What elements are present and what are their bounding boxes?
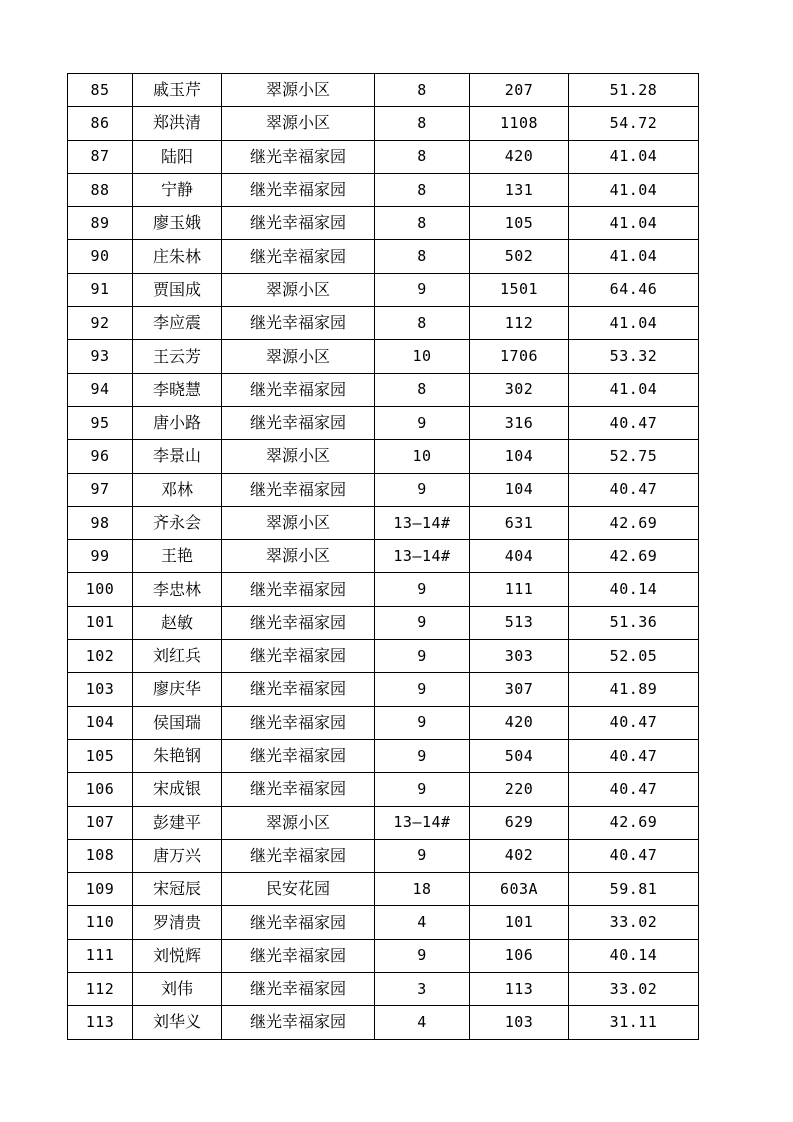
unit-cell: 302 [470, 373, 569, 406]
building-cell: 9 [375, 273, 470, 306]
row-number-cell: 99 [68, 540, 133, 573]
area-cell: 40.47 [569, 839, 699, 872]
table-row [68, 673, 699, 706]
area-cell: 41.04 [569, 240, 699, 273]
name-cell: 刘伟 [133, 973, 222, 1006]
table-row [68, 207, 699, 240]
community-cell: 继光幸福家园 [222, 773, 375, 806]
community-cell: 翠源小区 [222, 506, 375, 539]
name-cell: 李忠林 [133, 573, 222, 606]
name-cell: 戚玉芹 [133, 74, 222, 107]
table-row [68, 307, 699, 340]
table-row [68, 240, 699, 273]
unit-cell: 101 [470, 906, 569, 939]
table-row [68, 606, 699, 639]
building-cell: 8 [375, 207, 470, 240]
building-cell: 8 [375, 74, 470, 107]
row-number-cell: 90 [68, 240, 133, 273]
area-cell: 42.69 [569, 806, 699, 839]
unit-cell: 307 [470, 673, 569, 706]
community-cell: 翠源小区 [222, 273, 375, 306]
building-cell: 18 [375, 873, 470, 906]
row-number-cell: 110 [68, 906, 133, 939]
row-number-cell: 89 [68, 207, 133, 240]
table-row [68, 74, 699, 107]
community-cell: 继光幸福家园 [222, 673, 375, 706]
unit-cell: 404 [470, 540, 569, 573]
unit-cell: 207 [470, 74, 569, 107]
building-cell: 9 [375, 406, 470, 439]
area-cell: 41.04 [569, 373, 699, 406]
table-row [68, 1006, 699, 1039]
community-cell: 翠源小区 [222, 107, 375, 140]
table-row [68, 906, 699, 939]
area-cell: 41.04 [569, 307, 699, 340]
name-cell: 郑洪清 [133, 107, 222, 140]
community-cell: 翠源小区 [222, 806, 375, 839]
row-number-cell: 85 [68, 74, 133, 107]
area-cell: 33.02 [569, 973, 699, 1006]
area-cell: 41.04 [569, 207, 699, 240]
unit-cell: 106 [470, 939, 569, 972]
community-cell: 翠源小区 [222, 74, 375, 107]
unit-cell: 316 [470, 406, 569, 439]
area-cell: 54.72 [569, 107, 699, 140]
building-cell: 9 [375, 739, 470, 772]
community-cell: 继光幸福家园 [222, 739, 375, 772]
building-cell: 8 [375, 373, 470, 406]
community-cell: 继光幸福家园 [222, 207, 375, 240]
row-number-cell: 111 [68, 939, 133, 972]
area-cell: 51.28 [569, 74, 699, 107]
row-number-cell: 106 [68, 773, 133, 806]
community-cell: 继光幸福家园 [222, 606, 375, 639]
unit-cell: 220 [470, 773, 569, 806]
building-cell: 8 [375, 307, 470, 340]
name-cell: 宁静 [133, 173, 222, 206]
name-cell: 唐小路 [133, 406, 222, 439]
row-number-cell: 98 [68, 506, 133, 539]
name-cell: 陆阳 [133, 140, 222, 173]
building-cell: 10 [375, 340, 470, 373]
community-cell: 继光幸福家园 [222, 906, 375, 939]
name-cell: 赵敏 [133, 606, 222, 639]
community-cell: 翠源小区 [222, 540, 375, 573]
table-row [68, 373, 699, 406]
community-cell: 继光幸福家园 [222, 573, 375, 606]
name-cell: 庄朱林 [133, 240, 222, 273]
area-cell: 42.69 [569, 540, 699, 573]
area-cell: 40.47 [569, 739, 699, 772]
name-cell: 贾国成 [133, 273, 222, 306]
building-cell: 9 [375, 839, 470, 872]
name-cell: 唐万兴 [133, 839, 222, 872]
building-cell: 8 [375, 107, 470, 140]
table-row [68, 406, 699, 439]
community-cell: 翠源小区 [222, 340, 375, 373]
unit-cell: 402 [470, 839, 569, 872]
row-number-cell: 109 [68, 873, 133, 906]
community-cell: 继光幸福家园 [222, 373, 375, 406]
building-cell: 13—14# [375, 806, 470, 839]
community-cell: 翠源小区 [222, 440, 375, 473]
community-cell: 继光幸福家园 [222, 640, 375, 673]
building-cell: 9 [375, 673, 470, 706]
name-cell: 王云芳 [133, 340, 222, 373]
unit-cell: 113 [470, 973, 569, 1006]
community-cell: 继光幸福家园 [222, 406, 375, 439]
community-cell: 继光幸福家园 [222, 173, 375, 206]
building-cell: 9 [375, 706, 470, 739]
unit-cell: 112 [470, 307, 569, 340]
table-row [68, 440, 699, 473]
table-row [68, 340, 699, 373]
name-cell: 刘悦辉 [133, 939, 222, 972]
community-cell: 继光幸福家园 [222, 973, 375, 1006]
unit-cell: 629 [470, 806, 569, 839]
building-cell: 8 [375, 240, 470, 273]
building-cell: 10 [375, 440, 470, 473]
unit-cell: 420 [470, 140, 569, 173]
community-cell: 继光幸福家园 [222, 473, 375, 506]
area-cell: 33.02 [569, 906, 699, 939]
unit-cell: 1501 [470, 273, 569, 306]
table-body [68, 74, 699, 1040]
community-cell: 继光幸福家园 [222, 1006, 375, 1039]
area-cell: 53.32 [569, 340, 699, 373]
name-cell: 廖玉娥 [133, 207, 222, 240]
unit-cell: 131 [470, 173, 569, 206]
building-cell: 13—14# [375, 506, 470, 539]
table-row [68, 173, 699, 206]
row-number-cell: 101 [68, 606, 133, 639]
building-cell: 4 [375, 1006, 470, 1039]
table-row [68, 540, 699, 573]
name-cell: 李应震 [133, 307, 222, 340]
name-cell: 彭建平 [133, 806, 222, 839]
building-cell: 9 [375, 939, 470, 972]
row-number-cell: 97 [68, 473, 133, 506]
housing-table [67, 73, 699, 1040]
area-cell: 31.11 [569, 1006, 699, 1039]
name-cell: 罗清贵 [133, 906, 222, 939]
name-cell: 齐永会 [133, 506, 222, 539]
area-cell: 52.05 [569, 640, 699, 673]
table-row [68, 473, 699, 506]
row-number-cell: 113 [68, 1006, 133, 1039]
row-number-cell: 86 [68, 107, 133, 140]
name-cell: 朱艳钢 [133, 739, 222, 772]
community-cell: 继光幸福家园 [222, 839, 375, 872]
name-cell: 宋成银 [133, 773, 222, 806]
community-cell: 民安花园 [222, 873, 375, 906]
row-number-cell: 94 [68, 373, 133, 406]
unit-cell: 631 [470, 506, 569, 539]
building-cell: 9 [375, 773, 470, 806]
building-cell: 9 [375, 573, 470, 606]
unit-cell: 502 [470, 240, 569, 273]
area-cell: 59.81 [569, 873, 699, 906]
community-cell: 继光幸福家园 [222, 939, 375, 972]
table-row [68, 706, 699, 739]
area-cell: 52.75 [569, 440, 699, 473]
unit-cell: 504 [470, 739, 569, 772]
unit-cell: 420 [470, 706, 569, 739]
row-number-cell: 105 [68, 739, 133, 772]
row-number-cell: 102 [68, 640, 133, 673]
area-cell: 42.69 [569, 506, 699, 539]
unit-cell: 513 [470, 606, 569, 639]
row-number-cell: 103 [68, 673, 133, 706]
building-cell: 13—14# [375, 540, 470, 573]
building-cell: 9 [375, 473, 470, 506]
table-row [68, 839, 699, 872]
name-cell: 刘红兵 [133, 640, 222, 673]
row-number-cell: 100 [68, 573, 133, 606]
unit-cell: 104 [470, 440, 569, 473]
unit-cell: 1108 [470, 107, 569, 140]
row-number-cell: 87 [68, 140, 133, 173]
row-number-cell: 95 [68, 406, 133, 439]
area-cell: 64.46 [569, 273, 699, 306]
community-cell: 继光幸福家园 [222, 307, 375, 340]
building-cell: 3 [375, 973, 470, 1006]
unit-cell: 104 [470, 473, 569, 506]
row-number-cell: 88 [68, 173, 133, 206]
row-number-cell: 112 [68, 973, 133, 1006]
table-row [68, 739, 699, 772]
community-cell: 继光幸福家园 [222, 140, 375, 173]
area-cell: 40.47 [569, 406, 699, 439]
area-cell: 40.47 [569, 773, 699, 806]
community-cell: 继光幸福家园 [222, 240, 375, 273]
row-number-cell: 91 [68, 273, 133, 306]
unit-cell: 603A [470, 873, 569, 906]
building-cell: 9 [375, 640, 470, 673]
building-cell: 8 [375, 140, 470, 173]
table-row [68, 873, 699, 906]
row-number-cell: 96 [68, 440, 133, 473]
table-row [68, 107, 699, 140]
community-cell: 继光幸福家园 [222, 706, 375, 739]
table-row [68, 573, 699, 606]
name-cell: 邓林 [133, 473, 222, 506]
table-row [68, 773, 699, 806]
area-cell: 41.04 [569, 140, 699, 173]
area-cell: 41.89 [569, 673, 699, 706]
row-number-cell: 93 [68, 340, 133, 373]
area-cell: 40.14 [569, 573, 699, 606]
table-row [68, 273, 699, 306]
row-number-cell: 107 [68, 806, 133, 839]
area-cell: 40.47 [569, 706, 699, 739]
row-number-cell: 108 [68, 839, 133, 872]
building-cell: 9 [375, 606, 470, 639]
row-number-cell: 92 [68, 307, 133, 340]
name-cell: 宋冠辰 [133, 873, 222, 906]
area-cell: 51.36 [569, 606, 699, 639]
area-cell: 40.47 [569, 473, 699, 506]
unit-cell: 111 [470, 573, 569, 606]
unit-cell: 103 [470, 1006, 569, 1039]
name-cell: 李景山 [133, 440, 222, 473]
table-row [68, 140, 699, 173]
table-row [68, 640, 699, 673]
table-row [68, 973, 699, 1006]
building-cell: 8 [375, 173, 470, 206]
name-cell: 王艳 [133, 540, 222, 573]
unit-cell: 1706 [470, 340, 569, 373]
area-cell: 41.04 [569, 173, 699, 206]
unit-cell: 303 [470, 640, 569, 673]
table-row [68, 806, 699, 839]
building-cell: 4 [375, 906, 470, 939]
table-row [68, 939, 699, 972]
name-cell: 廖庆华 [133, 673, 222, 706]
area-cell: 40.14 [569, 939, 699, 972]
name-cell: 刘华义 [133, 1006, 222, 1039]
unit-cell: 105 [470, 207, 569, 240]
name-cell: 侯国瑞 [133, 706, 222, 739]
table-row [68, 506, 699, 539]
name-cell: 李晓慧 [133, 373, 222, 406]
row-number-cell: 104 [68, 706, 133, 739]
